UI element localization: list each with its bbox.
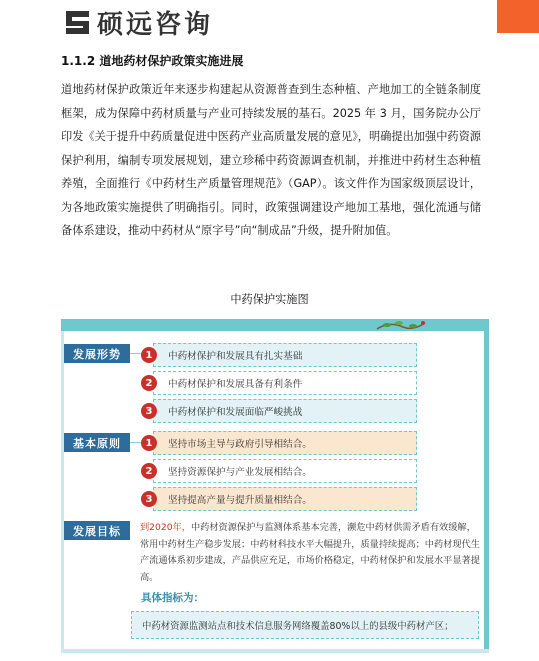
item-number: 1 [141,347,157,363]
goal-year: 到2020年， [140,522,191,533]
category-development-goal: 发展目标 [64,521,130,540]
goal-text [140,520,482,586]
protection-figure [61,319,489,653]
item-number: 1 [141,435,157,451]
item-text: 坚持市场主导与政府引导相结合。 [168,439,312,450]
herb-plant-icon [373,319,437,331]
section-paragraph: 道地药材保护政策近年来逐步构建起从资源普查到生态种植、产地加工的全链条制度框架，成为保障中药材质量与产业可持续发展的基石。2025 年 3 月，国务院办公厅印发《关于提升中药质量促进中医药产业高质量发展的意见》，明确提出加强中药资源保护利用，编制专项发展规划，建立珍稀中药资源调查机制，并推进中药材生态种植养殖，全面推行《中药材生产质量管理规范》（GAP）。该文件作为国家级顶层设计，为各地政策实施提供了明确指引。同时，政策强调建设产地加工基地，强化流通与储备体系建设，推动中药材从“原字号”向“制成品”升级，提升附加值。 [61,83,481,237]
figure-left-edge [61,331,64,653]
category-connector [130,442,141,443]
indicator-label: 具体指标为： [141,592,204,604]
brand-logo [64,6,213,38]
indicator-text: 中药材资源监测站点和技术信息服务网络覆盖80%以上的县级中药材产区； [142,621,454,632]
figure-caption: 中药保护实施图 [230,293,309,306]
category-development-situation: 发展形势 [64,344,130,363]
corner-accent [497,0,539,33]
item-text: 中药材保护和发展面临严峻挑战 [168,407,303,418]
figure-bottom-band [61,649,489,653]
item-number: 3 [141,491,157,507]
list-item [153,487,417,511]
category-basic-principles: 基本原则 [64,433,130,452]
list-item [153,459,417,483]
logo-mark-icon [64,9,91,36]
category-connector [130,353,141,354]
list-item [153,371,417,395]
item-text: 中药材保护和发展具有扎实基础 [168,351,303,362]
item-number: 2 [141,375,157,391]
item-number: 2 [141,463,157,479]
item-text: 坚持提高产量与提升质量相结合。 [168,495,312,506]
item-number: 3 [141,403,157,419]
list-item [153,431,417,455]
item-text: 中药材保护和发展具备有利条件 [168,379,303,390]
brand-name: 硕远咨询 [97,9,214,40]
list-item [153,343,417,367]
item-text: 坚持资源保护与产业发展相结合。 [168,467,312,478]
section-title: 1.1.2 道地药材保护政策实施进展 [61,54,244,68]
goal-body: 中药材资源保护与监测体系基本完善，濒危中药材供需矛盾有效缓解，常用中药材生产稳步发展；中药材科技水平大幅提升，质量持续提高；中药材现代生产流通体系初步建成，产品供应充足，市场价格稳定，中药材保护和发展水平显著提高。 [140,522,480,583]
indicator-item [131,611,479,639]
list-item [153,399,417,423]
figure-right-edge [484,331,489,653]
